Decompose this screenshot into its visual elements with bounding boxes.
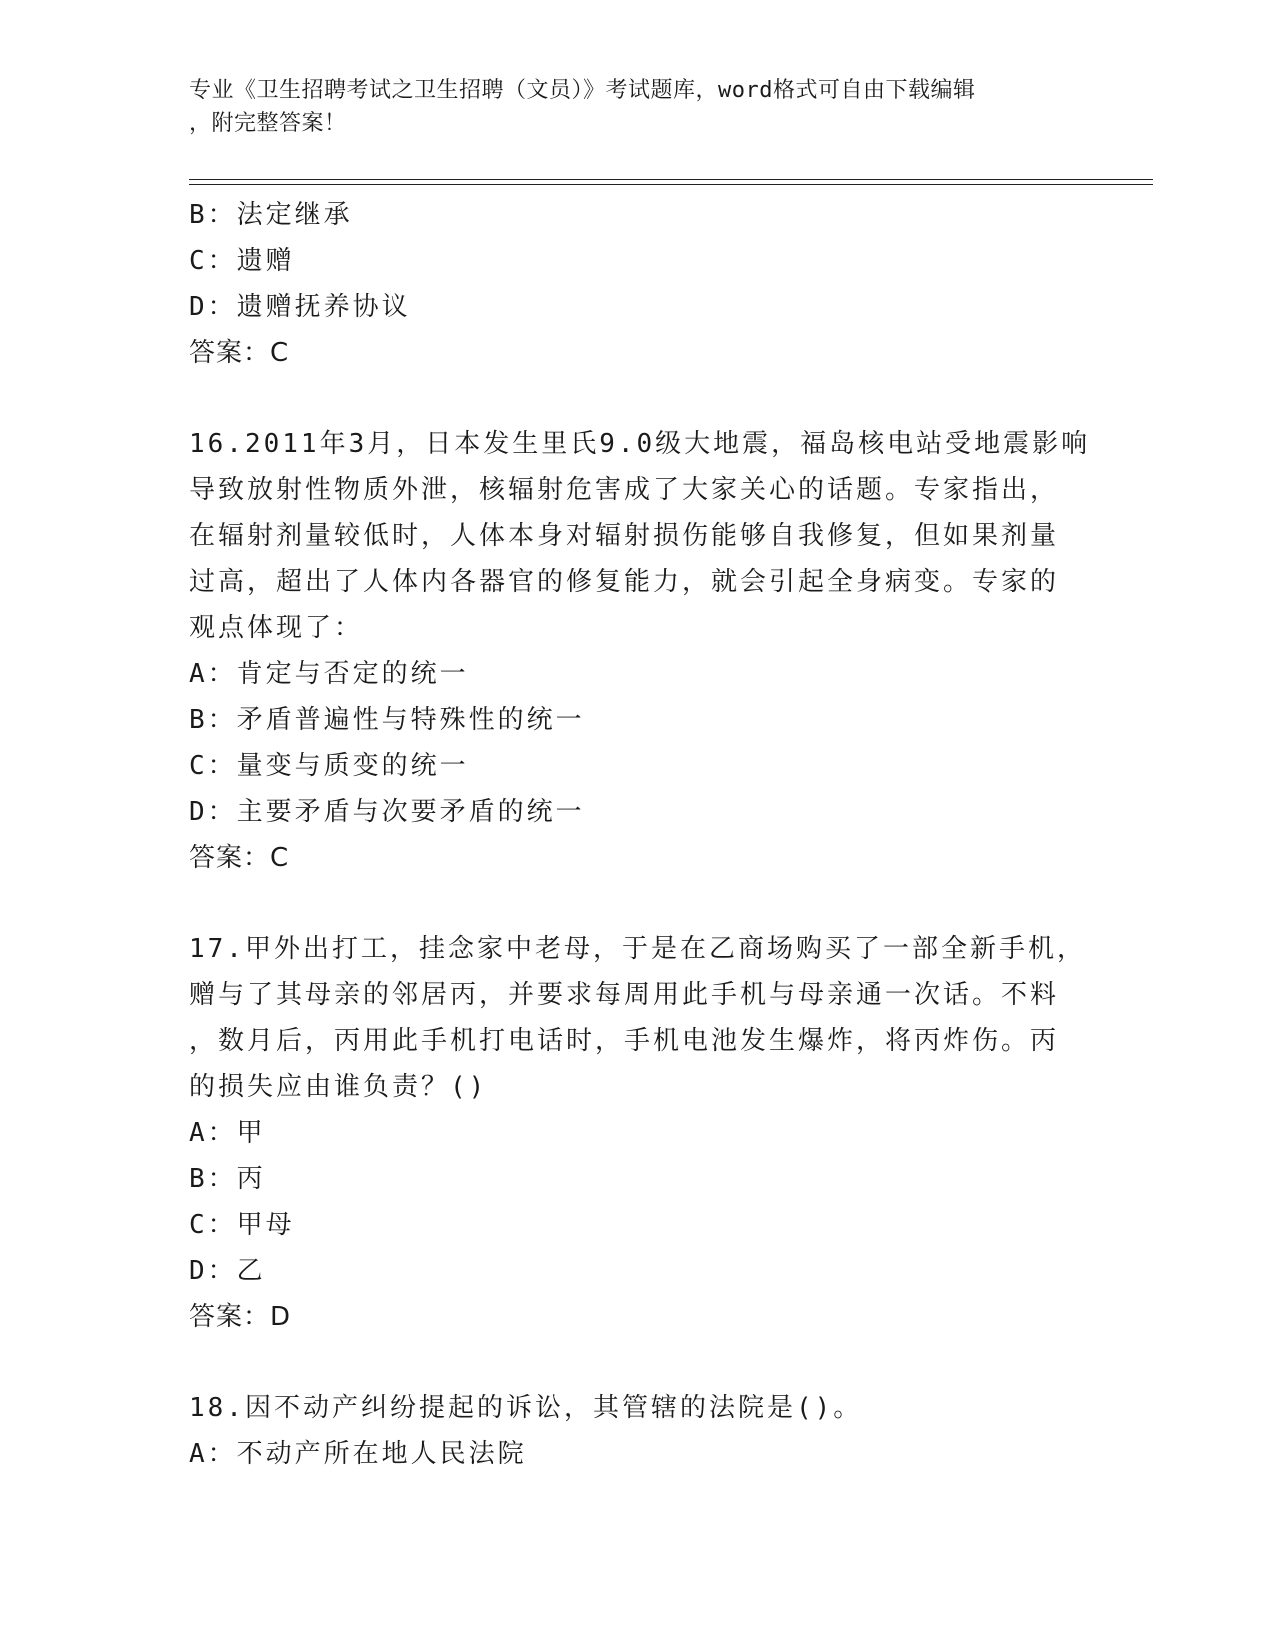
question-text-line: 赠与了其母亲的邻居丙，并要求每周用此手机与母亲通一次话。不料 [189,980,1060,1010]
option-d: D：遗赠抚养协议 [189,292,411,322]
option-b: B：矛盾普遍性与特殊性的统一 [189,705,585,735]
header-divider-top [189,179,1153,180]
header-line-1: 专业《卫生招聘考试之卫生招聘（文员）》考试题库，word格式可自由下载编辑 [189,78,976,103]
option-b: B：丙 [189,1164,266,1194]
option-c: C：量变与质变的统一 [189,751,469,781]
option-d: D：主要矛盾与次要矛盾的统一 [189,797,585,827]
question-15-tail [189,192,1089,376]
question-list [189,192,1089,1477]
option-c: C：甲母 [189,1210,295,1240]
option-a: A：甲 [189,1118,266,1148]
option-a: A：不动产所在地人民法院 [189,1439,527,1469]
header-divider-bottom [189,184,1153,185]
header-line-2: ，附完整答案！ [189,111,347,136]
question-text-line: 16.2011年3月，日本发生里氏9.0级大地震，福岛核电站受地震影响 [189,429,1091,459]
question-text-line: 18.因不动产纠纷提起的诉讼，其管辖的法院是()。 [189,1393,863,1423]
option-b: B：法定继承 [189,200,353,230]
question-text-line: 导致放射性物质外泄，核辐射危害成了大家关心的话题。专家指出， [189,475,1060,505]
question-text-line: 在辐射剂量较低时，人体本身对辐射损伤能够自我修复，但如果剂量 [189,521,1060,551]
question-18 [189,1385,1089,1477]
question-text-line: 的损失应由谁负责？() [189,1072,488,1102]
question-text-line: 观点体现了： [189,613,364,643]
question-16 [189,421,1089,881]
option-c: C：遗赠 [189,246,295,276]
option-d: D：乙 [189,1256,266,1286]
question-text-line: 过高，超出了人体内各器官的修复能力，就会引起全身病变。专家的 [189,567,1060,597]
question-text-line: ，数月后，丙用此手机打电话时，手机电池发生爆炸，将丙炸伤。丙 [189,1026,1060,1056]
option-a: A：肯定与否定的统一 [189,659,469,689]
question-text-line: 17.甲外出打工，挂念家中老母，于是在乙商场购买了一部全新手机， [189,934,1086,964]
answer: 答案：C [189,843,290,873]
answer: 答案：D [189,1302,292,1332]
document-header [189,74,1089,140]
question-17 [189,926,1089,1340]
answer: 答案：C [189,338,290,368]
